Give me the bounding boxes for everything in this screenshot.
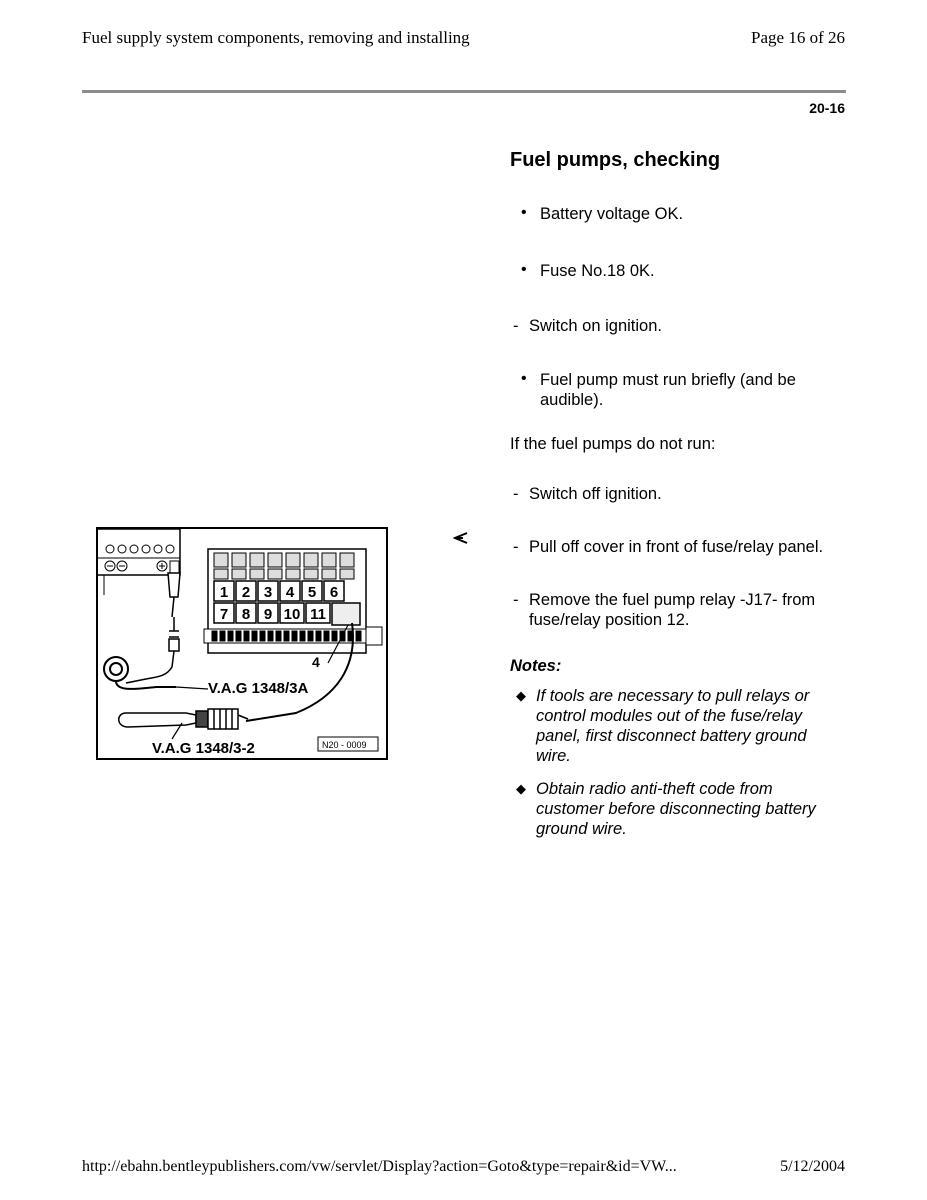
- conditional-paragraph: If the fuel pumps do not run:: [510, 435, 716, 453]
- dash-marker: -: [513, 485, 519, 503]
- fuse-label: 5: [307, 584, 317, 601]
- step-text: Switch off ignition.: [529, 485, 662, 503]
- fuse-label: 4: [285, 584, 295, 601]
- step-text: Fuel pump must run briefly (and be audible).: [540, 371, 796, 409]
- fuse-label: 1: [219, 584, 229, 601]
- fuse-label: 9: [263, 606, 273, 623]
- step-remove-relay: [513, 590, 829, 630]
- fuse-label: 3: [263, 584, 273, 601]
- dash-marker: -: [513, 538, 519, 556]
- fuse-label: 6: [329, 584, 339, 601]
- fuse-label: 2: [241, 584, 251, 601]
- fuse-label: 8: [241, 606, 251, 623]
- notes-title: Notes:: [510, 657, 562, 675]
- dash-marker: -: [513, 317, 519, 335]
- fuse-label: 10: [283, 606, 301, 623]
- diamond-bullet-icon: ◆: [516, 781, 526, 796]
- note-text: Obtain radio anti-theft code from customer before disconnecting battery ground wire.: [536, 780, 816, 838]
- page-header-title: Fuel supply system components, removing and installing: [82, 28, 470, 47]
- fuel-pump-test-diagram: [96, 527, 388, 766]
- step-ignition-on: [513, 316, 662, 336]
- check-fuse: [521, 261, 655, 281]
- step-text: Pull off cover in front of fuse/relay panel.: [529, 538, 824, 556]
- check-battery-voltage: [521, 204, 684, 224]
- tool-label-a: V.A.G 1348/3A: [208, 680, 309, 697]
- section-number: 20-16: [809, 100, 845, 116]
- header-divider: [82, 90, 846, 93]
- tool-label-b: V.A.G 1348/3-2: [152, 740, 255, 757]
- dash-marker: -: [513, 591, 519, 609]
- bullet-icon: •: [521, 204, 527, 221]
- page-number: Page 16 of 26: [751, 28, 845, 47]
- note-item: [516, 779, 826, 839]
- note-text: If tools are necessary to pull relays or control modules out of the fuse/relay panel, first disconnect battery ground wire.: [536, 687, 810, 765]
- step-text: Remove the fuel pump relay -J17- from fuse/relay position 12.: [529, 591, 816, 629]
- figure-reference-code: N20 - 0009: [322, 740, 367, 750]
- diamond-bullet-icon: ◆: [516, 688, 526, 703]
- check-fuel-pump-run: [521, 370, 840, 410]
- bullet-icon: •: [521, 261, 527, 278]
- step-text: Fuse No.18 0K.: [540, 262, 655, 280]
- note-item: [516, 686, 826, 766]
- step-pull-cover: [513, 537, 829, 557]
- bullet-icon: •: [521, 370, 527, 387]
- callout-label: 4: [312, 654, 320, 670]
- footer-date: 5/12/2004: [780, 1158, 845, 1175]
- fuse-label: 11: [310, 606, 326, 623]
- step-ignition-off: [513, 484, 662, 504]
- fuse-label: 7: [219, 606, 229, 623]
- step-text: Switch on ignition.: [529, 317, 662, 335]
- step-text: Battery voltage OK.: [540, 205, 684, 223]
- fuse-relay-panel: [204, 549, 382, 653]
- arrow-left-icon: [453, 530, 469, 551]
- section-heading: Fuel pumps, checking: [510, 149, 721, 171]
- footer-url: http://ebahn.bentleypublishers.com/vw/servlet/Display?action=Goto&type=repair&id=VW...: [82, 1158, 677, 1175]
